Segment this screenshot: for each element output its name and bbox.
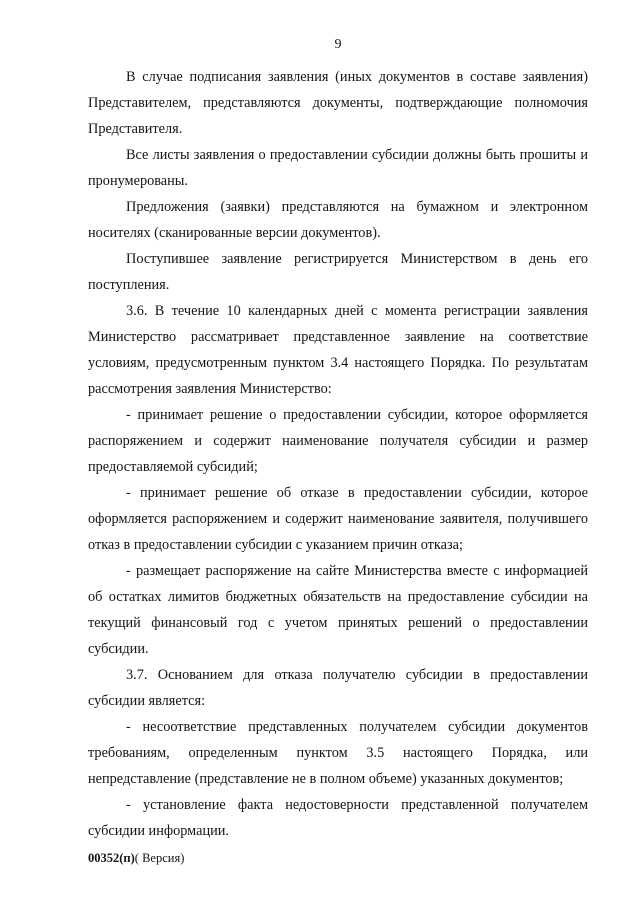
footer-version: ( Версия) xyxy=(134,851,185,865)
list-item-nonconformity: - несоответствие представленных получателем субсидии документов требованиям, определенным пунктом 3.5 настоящего Порядка, или непредставление (представление не в полном объеме) указанных документов; xyxy=(88,719,588,787)
footer-code: 00352(п) xyxy=(88,851,135,865)
list-item-refusal-decision: - принимает решение об отказе в предоставлении субсидии, которое оформляется распоряжением и содержит наименование заявителя, получившего отказ в предоставлении субсидии с указанием причин отказа; xyxy=(88,485,588,553)
document-body xyxy=(88,64,588,844)
paragraph-section-3-6: 3.6. В течение 10 календарных дней с момента регистрации заявления Министерство рассматривает представленное заявление на соответствие условиям, предусмотренным пунктом 3.4 настоящего Порядка. По результатам рассмотрения заявления Министерство: xyxy=(88,303,588,397)
paragraph-representative-documents: В случае подписания заявления (иных документов в составе заявления) Представителем, представляются документы, подтверждающие полномочия Представителя. xyxy=(88,69,588,137)
paragraph-sheets-bound: Все листы заявления о предоставлении субсидии должны быть прошиты и пронумерованы. xyxy=(88,147,588,189)
list-item-grant-decision: - принимает решение о предоставлении субсидии, которое оформляется распоряжением и содержит наименование получателя субсидии и размер предоставляемой субсидий; xyxy=(88,407,588,475)
paragraph-section-3-7: 3.7. Основанием для отказа получателю субсидии в предоставлении субсидии является: xyxy=(88,667,588,709)
page-number: 9 xyxy=(334,37,342,52)
paragraph-proposals-media: Предложения (заявки) представляются на бумажном и электронном носителях (сканированные версии документов). xyxy=(88,199,588,241)
list-item-publish-order: - размещает распоряжение на сайте Министерства вместе с информацией об остатках лимитов бюджетных обязательств на предоставление субсидии на текущий финансовый год с учетом принятых решений о предоставлении субсидии. xyxy=(88,563,588,657)
list-item-false-information: - установление факта недостоверности представленной получателем субсидии информации. xyxy=(88,797,588,839)
footer-document-code xyxy=(88,851,184,866)
paragraph-registration: Поступившее заявление регистрируется Министерством в день его поступления. xyxy=(88,251,588,293)
